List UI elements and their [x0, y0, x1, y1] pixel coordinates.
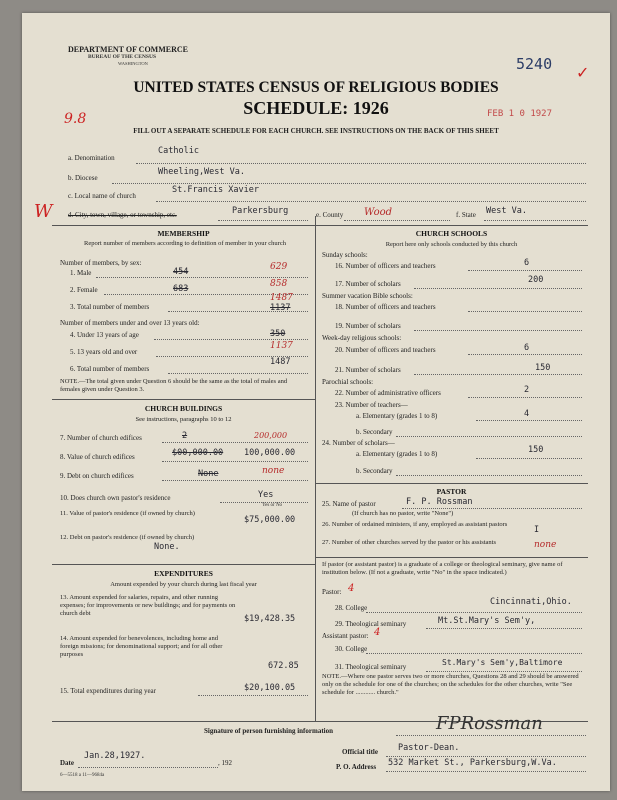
male-original: 454 [173, 267, 189, 277]
pastor-seminary-label: 29. Theological seminary [335, 620, 407, 628]
sunday-teachers-field[interactable]: 6 [524, 258, 530, 268]
female-field[interactable]: 858 [270, 279, 288, 289]
residence-value-field[interactable]: $75,000.00 [244, 515, 296, 525]
residence-debt-field[interactable]: None. [154, 542, 180, 552]
weekday-schools-label: Week-day religious schools: [322, 334, 402, 342]
edifices-value-original: $00,000.00 [172, 448, 224, 458]
edifices-debt-field[interactable]: None [198, 469, 219, 479]
owns-residence-label: 10. Does church own pastor's residence [60, 494, 171, 502]
parochial-schools-label: Parochial schools: [322, 378, 374, 386]
membership-note: NOTE.—The total given under Question 6 should be the same as the total of males and females given under Question 3. [60, 378, 288, 393]
po-address-field[interactable]: 532 Market St., Parkersburg,W.Va. [388, 758, 557, 768]
secondary-scholars-label: b. Secondary [356, 467, 393, 475]
check-mark-icon: ✓ [576, 63, 590, 82]
secondary-teachers-label: b. Secondary [356, 428, 393, 436]
form-title: UNITED STATES CENSUS OF RELIGIOUS BODIES [133, 79, 499, 96]
female-original: 683 [173, 284, 189, 294]
yes-no-hint: Yes or No [262, 503, 283, 508]
pastor-subheading: Pastor: [322, 588, 342, 596]
by-sex-label: Number of members, by sex: [60, 259, 142, 267]
denomination-field[interactable]: Catholic [158, 146, 199, 156]
bureau-label: BUREAU OF THE CENSUS [88, 54, 157, 60]
local-name-label: c. Local name of church [68, 192, 136, 200]
po-address-label: P. O. Address [336, 763, 377, 771]
schools-subtitle: Report here only schools conducted by this church [385, 241, 518, 248]
handwritten-w-mark: W [34, 201, 53, 222]
vacation-scholars-label: 19. Number of scholars [335, 322, 401, 330]
schedule-title: SCHEDULE: 1926 [243, 98, 389, 118]
handwritten-mark: 9.8 [64, 111, 87, 127]
under-13-field[interactable]: 350 [270, 329, 286, 339]
print-code: 6—5518 a 11—9684a [60, 773, 105, 778]
department-label: DEPARTMENT OF COMMERCE [68, 45, 189, 54]
fill-instruction: FILL OUT A SEPARATE SCHEDULE FOR EACH CHURCH. SEE INSTRUCTIONS ON THE BACK OF THIS SHEET [133, 127, 499, 135]
scholars-heading: 24. Number of scholars— [322, 439, 395, 447]
under-13-label: 4. Under 13 years of age [70, 331, 139, 339]
assistant-subheading: Assistant pastor: [322, 632, 369, 640]
edifices-value-field[interactable]: 100,000.00 [244, 448, 296, 458]
total-original: 1137 [270, 303, 291, 313]
expenditures-subtitle: Amount expended by your church during last fiscal year [110, 581, 257, 588]
expenditures-heading: EXPENDITURES [154, 569, 213, 578]
census-form-sheet [22, 13, 610, 791]
elementary-teachers-label: a. Elementary (grades 1 to 8) [356, 412, 438, 420]
assistant-ministers-field[interactable]: I [534, 525, 540, 535]
admin-officers-field[interactable]: 2 [524, 385, 530, 395]
membership-subtitle: Report number of members according to definition of member in your church [84, 240, 286, 247]
edifices-debt-label: 9. Debt on church edifices [60, 472, 134, 480]
edifices-debt-handwritten: none [262, 466, 285, 476]
county-label: e. County [316, 211, 344, 219]
signature-field[interactable]: FPRossman [436, 713, 543, 734]
pastor-mark: 4 [348, 583, 355, 594]
vacation-teachers-label: 18. Number of officers and teachers [335, 303, 436, 311]
running-expenses-label: 13. Amount expended for salaries, repairs, and other running expenses; for improvements or new buildings; and for payments on church debt [60, 594, 236, 617]
pastor-college-label: 28. College [335, 604, 368, 612]
weekday-teachers-label: 20. Number of officers and teachers [335, 346, 436, 354]
year-suffix: , 192 [218, 759, 232, 767]
pastor-college-field[interactable]: Cincinnati,Ohio. [490, 597, 572, 607]
total-members-6-field[interactable]: 1487 [270, 357, 291, 367]
diocese-label: b. Diocese [68, 174, 98, 182]
local-name-field[interactable]: St.Francis Xavier [172, 185, 259, 195]
date-label: Date [60, 759, 74, 767]
city-field[interactable]: Parkersburg [232, 206, 289, 216]
running-expenses-field[interactable]: $19,428.35 [244, 614, 296, 624]
date-field[interactable]: Jan.28,1927. [84, 751, 146, 761]
total-expenditures-field[interactable]: $20,100.05 [244, 683, 296, 693]
other-churches-field[interactable]: none [534, 540, 557, 550]
sunday-schools-label: Sunday schools: [322, 251, 368, 259]
buildings-heading: CHURCH BUILDINGS [144, 404, 223, 413]
buildings-subtitle: See instructions, paragraphs 10 to 12 [135, 416, 232, 423]
received-stamp: FEB 1 0 1927 [487, 109, 553, 119]
assistant-college-label: 30. College [335, 645, 368, 653]
sunday-scholars-field[interactable]: 200 [528, 275, 544, 285]
assistant-ministers-label: 26. Number of ordained ministers, if any, employed as assistant pastors [322, 521, 508, 528]
total-members-field[interactable]: 1487 [270, 293, 293, 303]
graduate-note: If pastor (or assistant pastor) is a graduate of a college or theological seminary, give name of institution below. (If not a graduate, write "No" in the space indicated.) [322, 561, 563, 576]
signature-label: Signature of person furnishing information [204, 727, 333, 735]
no-pastor-hint: (If church has no pastor, write "None") [352, 510, 454, 517]
sunday-teachers-label: 16. Number of officers and teachers [335, 262, 436, 270]
benevolences-field[interactable]: 672.85 [268, 661, 299, 671]
county-field[interactable]: Wood [364, 207, 393, 218]
weekday-scholars-field[interactable]: 150 [535, 363, 551, 373]
elementary-teachers-field[interactable]: 4 [524, 409, 530, 419]
schools-heading: CHURCH SCHOOLS [415, 229, 488, 238]
official-title-label: Official title [342, 748, 378, 756]
city-label: WASHINGTON [118, 61, 148, 66]
pastor-name-label: 25. Name of pastor [322, 500, 376, 508]
benevolences-label: 14. Amount expended for benevolences, including home and foreign missions; for denominational support; and for all other purposes [60, 635, 223, 658]
vacation-schools-label: Summer vacation Bible schools: [322, 292, 413, 300]
male-field[interactable]: 629 [270, 262, 288, 272]
diocese-field[interactable]: Wheeling,West Va. [158, 167, 245, 177]
edifices-value-handwritten: 200,000 [254, 431, 288, 440]
total-members-6-label: 6. Total number of members [70, 365, 150, 373]
owns-residence-field[interactable]: Yes [258, 490, 274, 500]
male-label: 1. Male [70, 269, 92, 277]
teachers-heading: 23. Number of teachers— [335, 401, 408, 409]
age-heading: Number of members under and over 13 years old: [60, 319, 200, 327]
admin-officers-label: 22. Number of administrative officers [335, 389, 441, 397]
residence-value-label: 11. Value of pastor's residence (if owned by church) [60, 510, 195, 517]
membership-heading: MEMBERSHIP [157, 229, 210, 238]
state-label: f. State [456, 211, 476, 219]
residence-debt-label: 12. Debt on pastor's residence (if owned by church) [60, 534, 195, 541]
total-members-label: 3. Total number of members [70, 303, 150, 311]
pastor-heading: PASTOR [436, 487, 467, 496]
weekday-teachers-field[interactable]: 6 [524, 343, 530, 353]
over-13-label: 5. 13 years old and over [70, 348, 138, 356]
elementary-scholars-label: a. Elementary (grades 1 to 8) [356, 450, 438, 458]
city-town-label: d. City, town, village, or township, etc. [68, 211, 177, 219]
pastor-seminary-field[interactable]: Mt.St.Mary's Sem'y, [438, 616, 536, 626]
edifices-count-field[interactable]: 2 [182, 431, 188, 441]
sunday-scholars-label: 17. Number of scholars [335, 280, 401, 288]
weekday-scholars-label: 21. Number of scholars [335, 366, 401, 374]
edifices-count-label: 7. Number of church edifices [60, 434, 142, 442]
assistant-seminary-label: 31. Theological seminary [335, 663, 407, 671]
elementary-scholars-field[interactable]: 150 [528, 445, 544, 455]
total-expenditures-label: 15. Total expenditures during year [60, 687, 156, 695]
edifices-value-label: 8. Value of church edifices [60, 453, 135, 461]
denomination-label: a. Denomination [68, 154, 115, 162]
pastor-note: NOTE.—Where one pastor serves two or more churches, Questions 28 and 29 should be answered only on the schedule for one of the churches; on the schedules for the other churches, write "See schedule for ............ church." [322, 673, 579, 696]
official-title-field[interactable]: Pastor-Dean. [398, 743, 460, 753]
assistant-seminary-field[interactable]: St.Mary's Sem'y,Baltimore [442, 658, 563, 667]
pastor-name-field[interactable]: F. P. Rossman [406, 497, 473, 507]
assistant-mark: 4 [374, 627, 381, 638]
female-label: 2. Female [70, 286, 98, 294]
state-field[interactable]: West Va. [486, 206, 527, 216]
other-churches-label: 27. Number of other churches served by the pastor or his assistants [322, 539, 497, 546]
over-13-field[interactable]: 1137 [270, 341, 293, 351]
serial-number: 5240 [516, 55, 553, 73]
